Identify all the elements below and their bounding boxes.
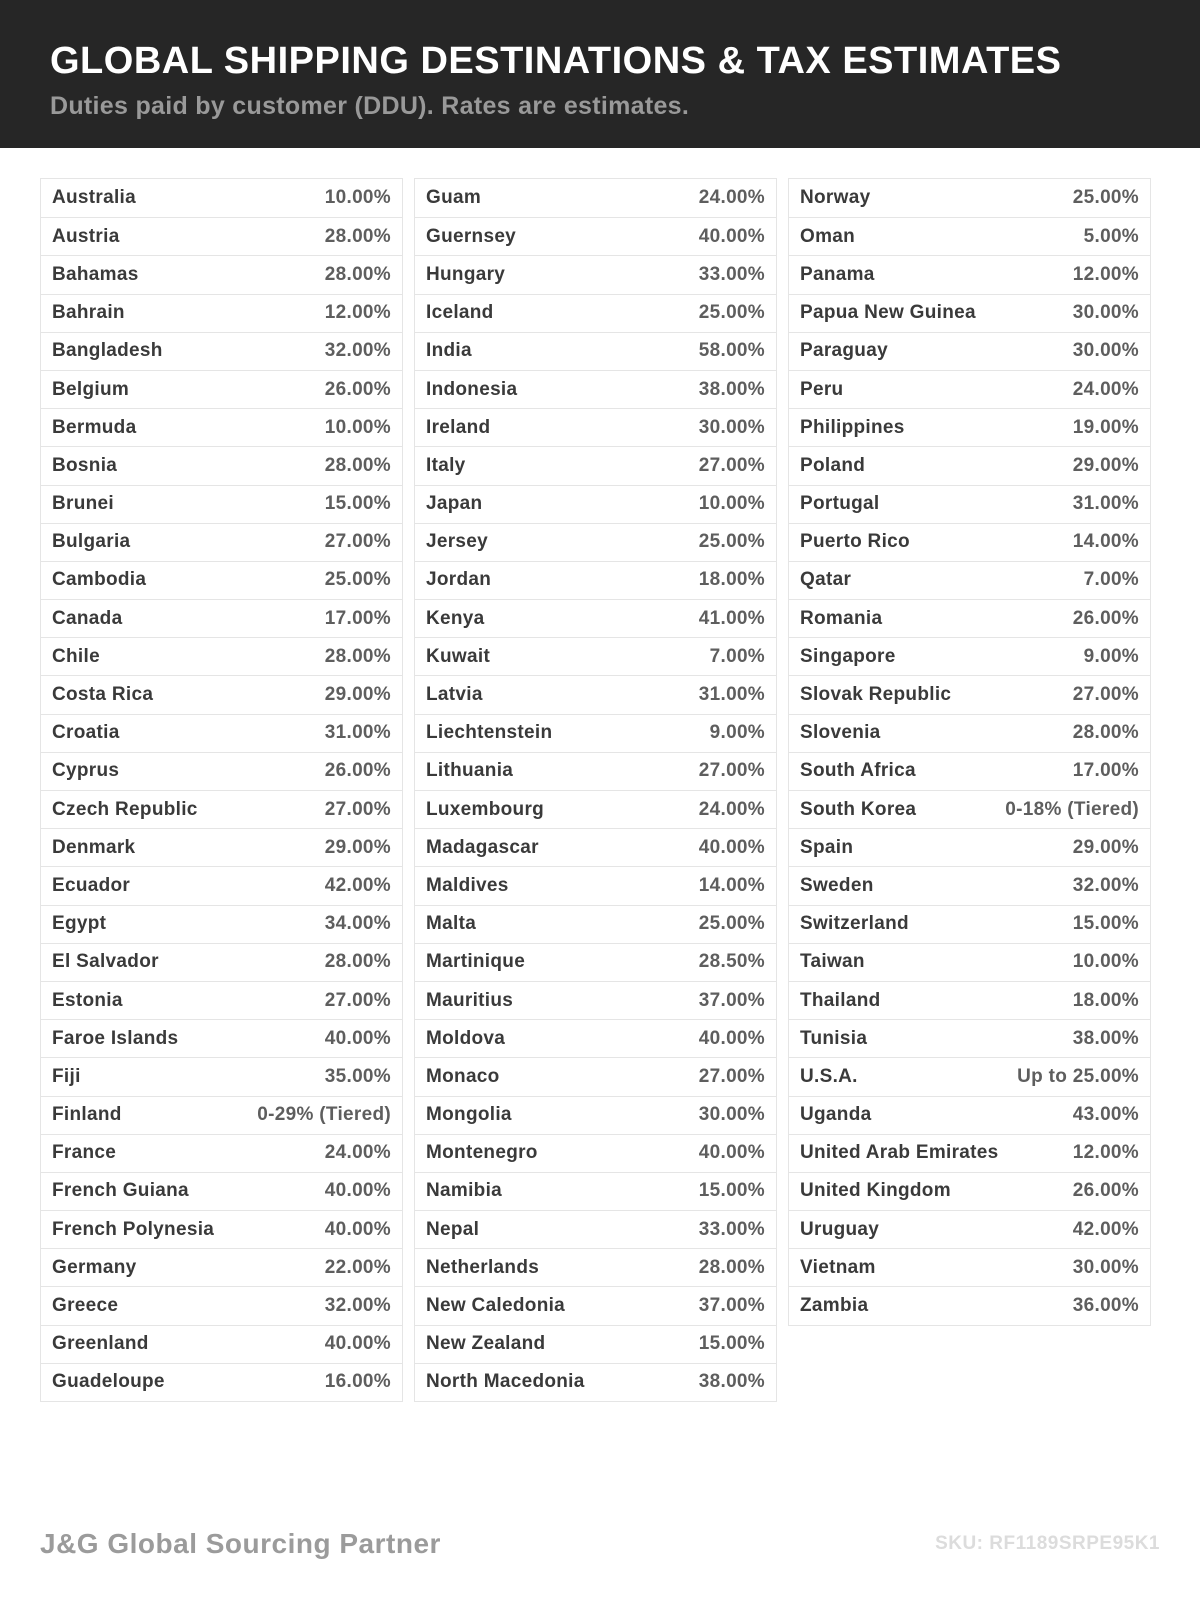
country-name: Bulgaria — [52, 531, 131, 553]
country-name: Sweden — [800, 874, 874, 896]
table-row — [415, 981, 776, 1019]
table-row — [415, 255, 776, 293]
table-row — [41, 217, 402, 255]
table-row — [41, 255, 402, 293]
tax-rate: 25.00% — [698, 531, 765, 553]
tax-rate: 10.00% — [324, 187, 391, 209]
country-name: Guam — [426, 187, 482, 209]
tax-rate: 9.00% — [1083, 645, 1139, 667]
table-row — [789, 599, 1150, 637]
country-name: Uruguay — [800, 1218, 880, 1240]
tax-rate: 30.00% — [1072, 302, 1139, 324]
tax-rate: 25.00% — [1072, 187, 1139, 209]
table-row — [41, 485, 402, 523]
table-row — [415, 752, 776, 790]
country-name: Tunisia — [800, 1027, 868, 1049]
table-row — [789, 1286, 1150, 1324]
country-name: Cyprus — [52, 760, 120, 782]
tax-rate: 28.00% — [324, 645, 391, 667]
table-row — [789, 752, 1150, 790]
table-row — [41, 523, 402, 561]
country-name: Canada — [52, 607, 123, 629]
country-name: Paraguay — [800, 340, 888, 362]
rate-column-3 — [788, 178, 1151, 1326]
country-name: Bangladesh — [52, 340, 163, 362]
country-name: Zambia — [800, 1295, 869, 1317]
table-row — [415, 828, 776, 866]
tax-rate: 27.00% — [324, 798, 391, 820]
table-row — [789, 1248, 1150, 1286]
country-name: Peru — [800, 378, 844, 400]
country-name: Brunei — [52, 493, 114, 515]
tax-rate: 29.00% — [1072, 454, 1139, 476]
tax-rate: 15.00% — [698, 1180, 765, 1202]
country-name: Denmark — [52, 836, 136, 858]
table-row — [415, 408, 776, 446]
tax-rate: 17.00% — [324, 607, 391, 629]
country-name: Oman — [800, 225, 856, 247]
table-row — [41, 1286, 402, 1324]
tax-rate: 32.00% — [324, 1295, 391, 1317]
rate-column-2 — [414, 178, 777, 1402]
country-name: Faroe Islands — [52, 1027, 179, 1049]
country-name: Poland — [800, 454, 866, 476]
tax-rate: 12.00% — [324, 302, 391, 324]
country-name: Ecuador — [52, 874, 131, 896]
tax-rate: 24.00% — [698, 187, 765, 209]
table-row — [41, 790, 402, 828]
tax-rate: 34.00% — [324, 913, 391, 935]
table-row — [789, 1057, 1150, 1095]
country-name: North Macedonia — [426, 1371, 585, 1393]
country-name: Guernsey — [426, 225, 517, 247]
tax-rate: 27.00% — [1072, 684, 1139, 706]
table-row — [789, 675, 1150, 713]
table-row — [789, 905, 1150, 943]
country-name: Bermuda — [52, 416, 137, 438]
table-row — [415, 179, 776, 217]
country-name: Cambodia — [52, 569, 147, 591]
tax-rate: 26.00% — [1072, 607, 1139, 629]
country-name: Mauritius — [426, 989, 514, 1011]
tax-rate: 7.00% — [709, 645, 765, 667]
country-name: Martinique — [426, 951, 526, 973]
country-name: France — [52, 1142, 117, 1164]
country-name: Switzerland — [800, 913, 909, 935]
table-row — [41, 905, 402, 943]
table-row — [41, 943, 402, 981]
country-name: Austria — [52, 225, 120, 247]
country-name: Thailand — [800, 989, 881, 1011]
table-row — [41, 1210, 402, 1248]
country-name: Qatar — [800, 569, 852, 591]
country-name: Namibia — [426, 1180, 503, 1202]
tax-rate: 25.00% — [324, 569, 391, 591]
table-row — [41, 1363, 402, 1401]
tax-rate: 18.00% — [698, 569, 765, 591]
table-row — [789, 370, 1150, 408]
table-row — [41, 1325, 402, 1363]
table-row — [789, 637, 1150, 675]
table-row — [415, 217, 776, 255]
table-row — [789, 943, 1150, 981]
country-name: United Arab Emirates — [800, 1142, 999, 1164]
tax-rate: 24.00% — [1072, 378, 1139, 400]
country-name: Madagascar — [426, 836, 539, 858]
table-row — [415, 370, 776, 408]
country-name: Indonesia — [426, 378, 518, 400]
country-name: Uganda — [800, 1104, 872, 1126]
table-row — [415, 561, 776, 599]
tax-rate: 27.00% — [324, 531, 391, 553]
tax-rate: 30.00% — [1072, 1256, 1139, 1278]
table-row — [415, 523, 776, 561]
tax-rate: 40.00% — [698, 1142, 765, 1164]
table-row — [41, 294, 402, 332]
tax-rate: 28.00% — [324, 951, 391, 973]
tax-rate: 40.00% — [324, 1333, 391, 1355]
country-name: Croatia — [52, 722, 120, 744]
tax-rate: 42.00% — [324, 874, 391, 896]
table-row — [789, 485, 1150, 523]
country-name: United Kingdom — [800, 1180, 951, 1202]
country-name: Montenegro — [426, 1142, 538, 1164]
table-row — [789, 981, 1150, 1019]
tax-rate: 14.00% — [698, 874, 765, 896]
country-name: Italy — [426, 454, 466, 476]
table-row — [415, 1325, 776, 1363]
tax-rate: 10.00% — [698, 493, 765, 515]
tax-rate: 9.00% — [709, 722, 765, 744]
tax-rate: 22.00% — [324, 1256, 391, 1278]
table-row — [415, 1286, 776, 1324]
country-name: Puerto Rico — [800, 531, 910, 553]
country-name: Fiji — [52, 1065, 81, 1087]
tax-rate: 31.00% — [1072, 493, 1139, 515]
tax-rate: 27.00% — [698, 454, 765, 476]
tax-rate: 33.00% — [698, 263, 765, 285]
country-name: French Polynesia — [52, 1218, 215, 1240]
table-row — [789, 866, 1150, 904]
tax-rate: 16.00% — [324, 1371, 391, 1393]
tax-rate: 10.00% — [1072, 951, 1139, 973]
country-name: South Korea — [800, 798, 917, 820]
table-row — [41, 332, 402, 370]
country-name: Mongolia — [426, 1104, 512, 1126]
country-name: Ireland — [426, 416, 491, 438]
tax-rate: 30.00% — [1072, 340, 1139, 362]
table-row — [789, 561, 1150, 599]
country-name: French Guiana — [52, 1180, 189, 1202]
table-row — [41, 1172, 402, 1210]
table-row — [415, 1057, 776, 1095]
country-name: Portugal — [800, 493, 880, 515]
country-name: Kuwait — [426, 645, 491, 667]
table-row — [415, 905, 776, 943]
tax-rate: 28.50% — [698, 951, 765, 973]
tax-rate: 38.00% — [698, 1371, 765, 1393]
country-name: Luxembourg — [426, 798, 545, 820]
table-row — [415, 1172, 776, 1210]
country-name: New Zealand — [426, 1333, 546, 1355]
table-row — [789, 1210, 1150, 1248]
tax-rate: 25.00% — [698, 302, 765, 324]
table-row — [415, 1134, 776, 1172]
tax-rate: 28.00% — [1072, 722, 1139, 744]
tax-rate: 18.00% — [1072, 989, 1139, 1011]
country-name: Liechtenstein — [426, 722, 553, 744]
table-row — [789, 446, 1150, 484]
country-name: Taiwan — [800, 951, 865, 973]
tax-rate: 29.00% — [1072, 836, 1139, 858]
tax-rate: 40.00% — [698, 836, 765, 858]
tax-rate: 32.00% — [324, 340, 391, 362]
country-name: Slovak Republic — [800, 684, 952, 706]
country-name: Bosnia — [52, 454, 118, 476]
tax-rate: 58.00% — [698, 340, 765, 362]
country-name: Egypt — [52, 913, 107, 935]
country-name: Norway — [800, 187, 871, 209]
table-row — [41, 1134, 402, 1172]
table-row — [41, 446, 402, 484]
country-name: Vietnam — [800, 1256, 876, 1278]
table-row — [41, 179, 402, 217]
table-row — [41, 714, 402, 752]
tax-rate: 28.00% — [324, 454, 391, 476]
tax-rate: 24.00% — [324, 1142, 391, 1164]
country-name: New Caledonia — [426, 1295, 566, 1317]
table-row — [415, 1096, 776, 1134]
tax-rate: 12.00% — [1072, 1142, 1139, 1164]
country-name: Greenland — [52, 1333, 149, 1355]
tax-rate: 0-29% (Tiered) — [257, 1104, 391, 1126]
table-row — [41, 370, 402, 408]
tax-rate: 40.00% — [698, 225, 765, 247]
country-name: Philippines — [800, 416, 905, 438]
country-name: Bahrain — [52, 302, 125, 324]
country-name: Singapore — [800, 645, 896, 667]
table-row — [789, 332, 1150, 370]
table-row — [415, 637, 776, 675]
table-row — [789, 523, 1150, 561]
tax-rate: 38.00% — [1072, 1027, 1139, 1049]
country-name: Lithuania — [426, 760, 514, 782]
tax-rate: 36.00% — [1072, 1295, 1139, 1317]
table-row — [41, 1096, 402, 1134]
tax-rate: 35.00% — [324, 1065, 391, 1087]
country-name: El Salvador — [52, 951, 159, 973]
country-name: Hungary — [426, 263, 506, 285]
table-row — [415, 294, 776, 332]
tax-rate: Up to 25.00% — [1017, 1065, 1139, 1087]
tax-rate: 40.00% — [324, 1027, 391, 1049]
country-name: Germany — [52, 1256, 137, 1278]
country-name: Jordan — [426, 569, 492, 591]
tax-rate: 15.00% — [698, 1333, 765, 1355]
country-name: Nepal — [426, 1218, 480, 1240]
country-name: Netherlands — [426, 1256, 540, 1278]
tax-rate: 26.00% — [1072, 1180, 1139, 1202]
table-row — [41, 1248, 402, 1286]
rates-table — [40, 178, 1151, 1402]
table-row — [789, 408, 1150, 446]
country-name: Australia — [52, 187, 137, 209]
country-name: Estonia — [52, 989, 123, 1011]
tax-rate: 30.00% — [698, 416, 765, 438]
tax-rate: 19.00% — [1072, 416, 1139, 438]
table-row — [789, 790, 1150, 828]
country-name: Bahamas — [52, 263, 139, 285]
tax-rate: 5.00% — [1083, 225, 1139, 247]
tax-rate: 15.00% — [324, 493, 391, 515]
brand-name: J&G Global Sourcing Partner — [40, 1528, 441, 1559]
country-name: Malta — [426, 913, 477, 935]
tax-rate: 12.00% — [1072, 263, 1139, 285]
tax-rate: 30.00% — [698, 1104, 765, 1126]
tax-rate: 17.00% — [1072, 760, 1139, 782]
table-row — [415, 675, 776, 713]
table-row — [789, 255, 1150, 293]
country-name: Belgium — [52, 378, 130, 400]
tax-rate: 40.00% — [698, 1027, 765, 1049]
country-name: Guadeloupe — [52, 1371, 165, 1393]
tax-rate: 28.00% — [698, 1256, 765, 1278]
page-subtitle: Duties paid by customer (DDU). Rates are estimates. — [50, 91, 690, 120]
tax-rate: 25.00% — [698, 913, 765, 935]
country-name: Czech Republic — [52, 798, 198, 820]
country-name: Finland — [52, 1104, 122, 1126]
tax-rate: 7.00% — [1083, 569, 1139, 591]
page-title: GLOBAL SHIPPING DESTINATIONS & TAX ESTIMATES — [50, 40, 1062, 82]
table-row — [789, 1134, 1150, 1172]
table-row — [415, 1210, 776, 1248]
tax-rate: 38.00% — [698, 378, 765, 400]
table-row — [41, 866, 402, 904]
tax-rate: 26.00% — [324, 378, 391, 400]
country-name: Latvia — [426, 684, 483, 706]
table-row — [789, 714, 1150, 752]
country-name: Slovenia — [800, 722, 881, 744]
country-name: Iceland — [426, 302, 494, 324]
country-name: Costa Rica — [52, 684, 154, 706]
table-row — [41, 637, 402, 675]
tax-rate: 15.00% — [1072, 913, 1139, 935]
country-name: Japan — [426, 493, 483, 515]
tax-rate: 28.00% — [324, 225, 391, 247]
tax-rate: 43.00% — [1072, 1104, 1139, 1126]
header-banner — [0, 0, 1200, 148]
tax-rate: 31.00% — [324, 722, 391, 744]
country-name: Maldives — [426, 874, 509, 896]
table-row — [789, 294, 1150, 332]
table-row — [415, 446, 776, 484]
country-name: South Africa — [800, 760, 916, 782]
table-row — [415, 332, 776, 370]
country-name: U.S.A. — [800, 1065, 858, 1087]
tax-rate: 40.00% — [324, 1218, 391, 1240]
table-row — [415, 943, 776, 981]
tax-rate: 37.00% — [698, 1295, 765, 1317]
tax-rate: 31.00% — [698, 684, 765, 706]
table-row — [789, 828, 1150, 866]
table-row — [41, 752, 402, 790]
table-row — [789, 1172, 1150, 1210]
sku-label: SKU: RF1189SRPE95K1 — [935, 1533, 1160, 1554]
tax-rate: 26.00% — [324, 760, 391, 782]
table-row — [415, 599, 776, 637]
tax-rate: 27.00% — [324, 989, 391, 1011]
tax-rate: 32.00% — [1072, 874, 1139, 896]
table-row — [41, 599, 402, 637]
tax-rate: 10.00% — [324, 416, 391, 438]
tax-rate: 28.00% — [324, 263, 391, 285]
tax-rate: 33.00% — [698, 1218, 765, 1240]
table-row — [415, 1019, 776, 1057]
country-name: Moldova — [426, 1027, 506, 1049]
table-row — [41, 675, 402, 713]
tax-rate: 24.00% — [698, 798, 765, 820]
tax-rate: 14.00% — [1072, 531, 1139, 553]
rate-column-1 — [40, 178, 403, 1402]
country-name: Monaco — [426, 1065, 500, 1087]
country-name: Romania — [800, 607, 883, 629]
table-row — [41, 1057, 402, 1095]
tax-rate: 37.00% — [698, 989, 765, 1011]
tax-rate: 29.00% — [324, 684, 391, 706]
table-row — [415, 1363, 776, 1401]
tax-rate: 41.00% — [698, 607, 765, 629]
table-row — [41, 561, 402, 599]
footer — [40, 1528, 1160, 1560]
country-name: India — [426, 340, 472, 362]
table-row — [789, 179, 1150, 217]
table-row — [415, 866, 776, 904]
table-row — [41, 828, 402, 866]
country-name: Kenya — [426, 607, 485, 629]
table-row — [415, 1248, 776, 1286]
country-name: Jersey — [426, 531, 489, 553]
table-row — [41, 408, 402, 446]
table-row — [41, 981, 402, 1019]
tax-rate: 40.00% — [324, 1180, 391, 1202]
tax-rate: 27.00% — [698, 1065, 765, 1087]
table-row — [789, 1019, 1150, 1057]
country-name: Spain — [800, 836, 854, 858]
table-row — [415, 790, 776, 828]
table-row — [789, 217, 1150, 255]
table-row — [789, 1096, 1150, 1134]
country-name: Panama — [800, 263, 875, 285]
table-row — [41, 1019, 402, 1057]
tax-rate: 27.00% — [698, 760, 765, 782]
table-row — [415, 485, 776, 523]
table-row — [415, 714, 776, 752]
tax-rate: 42.00% — [1072, 1218, 1139, 1240]
tax-rate: 29.00% — [324, 836, 391, 858]
country-name: Papua New Guinea — [800, 302, 976, 324]
tax-rate: 0-18% (Tiered) — [1005, 798, 1139, 820]
country-name: Greece — [52, 1295, 119, 1317]
country-name: Chile — [52, 645, 100, 667]
